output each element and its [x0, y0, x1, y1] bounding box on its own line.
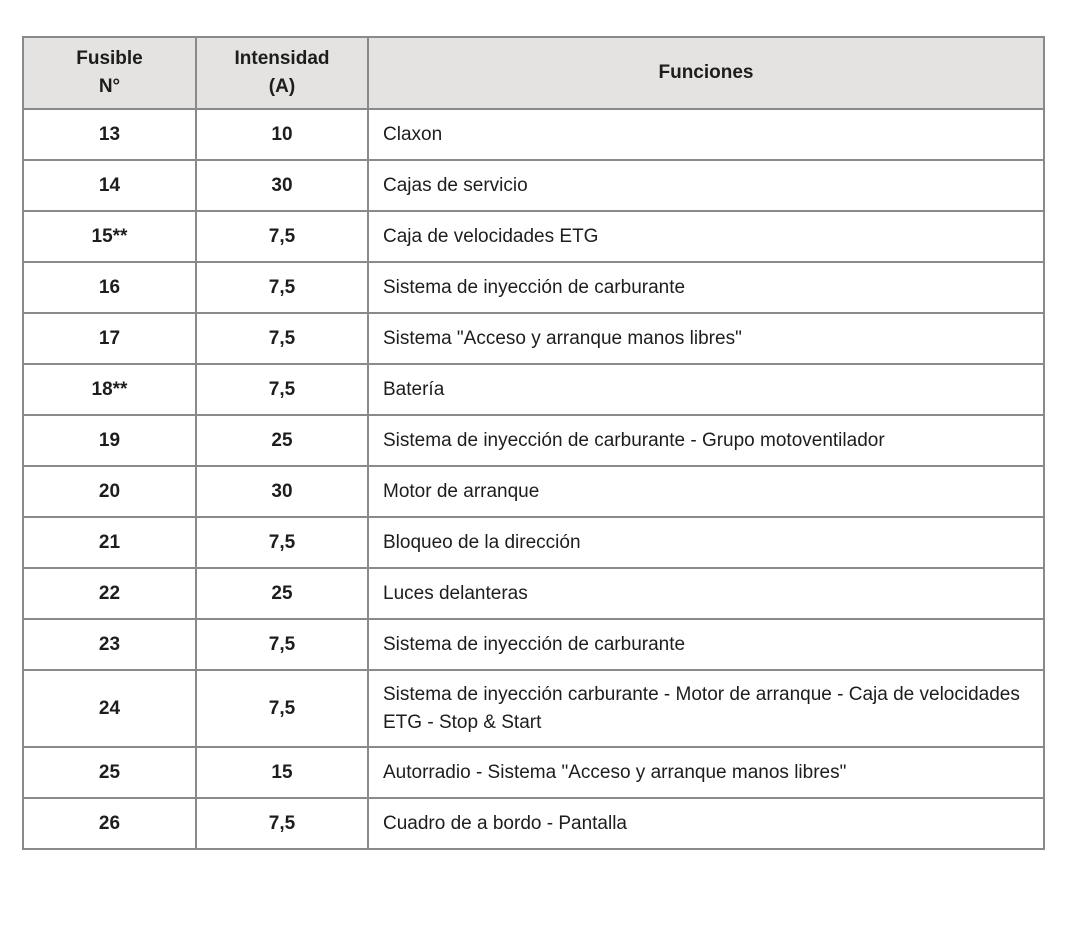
- table-row: [23, 568, 1044, 619]
- function-cell: Claxon: [368, 109, 1044, 160]
- table-row: [23, 670, 1044, 747]
- table-body: [23, 109, 1044, 849]
- fuse-number-cell: 23: [23, 619, 196, 670]
- table-row: [23, 160, 1044, 211]
- amperage-cell: 25: [196, 568, 368, 619]
- amperage-cell: 7,5: [196, 262, 368, 313]
- header-fuse-line2: N°: [98, 76, 121, 97]
- header-functions: Funciones: [368, 37, 1044, 109]
- function-cell: Cuadro de a bordo - Pantalla: [368, 798, 1044, 849]
- function-cell: Motor de arranque: [368, 466, 1044, 517]
- fuse-number-cell: 17: [23, 313, 196, 364]
- table-header-row: [23, 37, 1044, 109]
- header-fuse-line1: Fusible: [76, 48, 143, 70]
- amperage-cell: 25: [196, 415, 368, 466]
- function-cell: Sistema de inyección carburante - Motor de arranque - Caja de velocidades ETG - Stop & Start: [368, 670, 1044, 747]
- fuse-number-cell: 25: [23, 747, 196, 798]
- fuse-number-cell: 19: [23, 415, 196, 466]
- function-cell: Autorradio - Sistema "Acceso y arranque manos libres": [368, 747, 1044, 798]
- function-cell: Sistema de inyección de carburante: [368, 262, 1044, 313]
- amperage-cell: 10: [196, 109, 368, 160]
- header-fuse-number: [23, 37, 196, 109]
- amperage-cell: 30: [196, 160, 368, 211]
- table-row: [23, 364, 1044, 415]
- fuse-number-cell: 14: [23, 160, 196, 211]
- header-intensity: [196, 37, 368, 109]
- amperage-cell: 7,5: [196, 211, 368, 262]
- function-cell: Sistema de inyección de carburante: [368, 619, 1044, 670]
- table-row: [23, 211, 1044, 262]
- fuse-number-cell: 24: [23, 670, 196, 747]
- fuse-number-cell: 18**: [23, 364, 196, 415]
- amperage-cell: 7,5: [196, 517, 368, 568]
- table-row: [23, 517, 1044, 568]
- amperage-cell: 7,5: [196, 798, 368, 849]
- amperage-cell: 30: [196, 466, 368, 517]
- amperage-cell: 7,5: [196, 670, 368, 747]
- function-cell: Luces delanteras: [368, 568, 1044, 619]
- table-row: [23, 619, 1044, 670]
- table-row: [23, 415, 1044, 466]
- header-intensity-line1: Intensidad: [234, 48, 330, 70]
- fuse-number-cell: 15**: [23, 211, 196, 262]
- function-cell: Cajas de servicio: [368, 160, 1044, 211]
- table-row: [23, 262, 1044, 313]
- function-cell: Batería: [368, 364, 1044, 415]
- fuse-number-cell: 13: [23, 109, 196, 160]
- table-row: [23, 747, 1044, 798]
- fuse-table: [22, 36, 1045, 850]
- amperage-cell: 15: [196, 747, 368, 798]
- fuse-number-cell: 21: [23, 517, 196, 568]
- table-row: [23, 313, 1044, 364]
- function-cell: Caja de velocidades ETG: [368, 211, 1044, 262]
- function-cell: Bloqueo de la dirección: [368, 517, 1044, 568]
- function-cell: Sistema de inyección de carburante - Grupo motoventilador: [368, 415, 1044, 466]
- table-row: [23, 798, 1044, 849]
- amperage-cell: 7,5: [196, 619, 368, 670]
- fuse-number-cell: 20: [23, 466, 196, 517]
- fuse-number-cell: 16: [23, 262, 196, 313]
- fuse-number-cell: 26: [23, 798, 196, 849]
- header-intensity-line2: (A): [268, 76, 296, 97]
- table-row: [23, 466, 1044, 517]
- amperage-cell: 7,5: [196, 313, 368, 364]
- function-cell: Sistema "Acceso y arranque manos libres": [368, 313, 1044, 364]
- amperage-cell: 7,5: [196, 364, 368, 415]
- fuse-number-cell: 22: [23, 568, 196, 619]
- table-row: [23, 109, 1044, 160]
